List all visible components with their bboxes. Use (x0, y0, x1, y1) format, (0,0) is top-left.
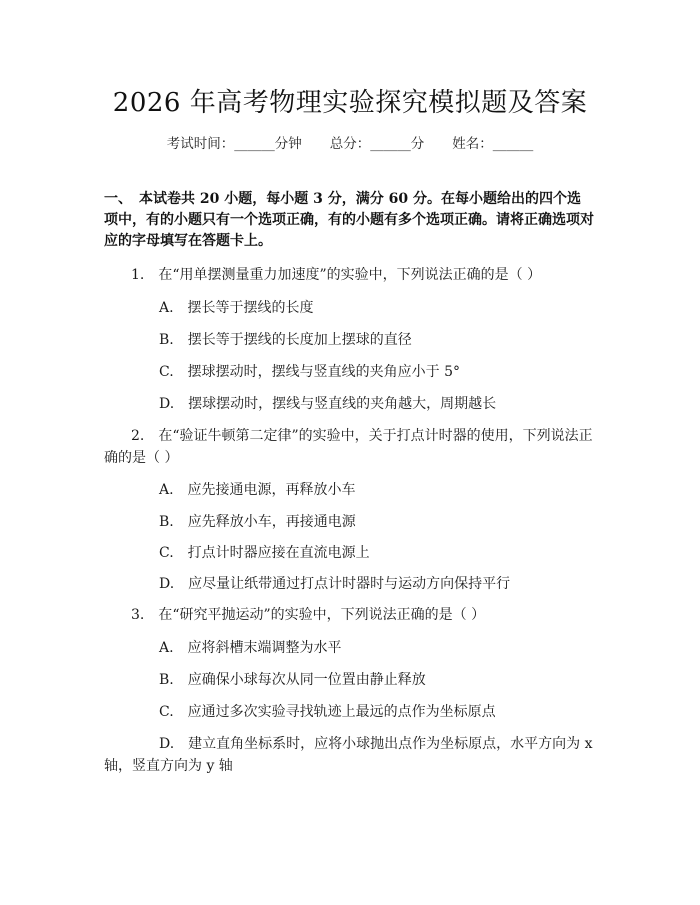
total-score-field: 总分：______分 (329, 136, 425, 152)
question-1-option-b: B. 摆长等于摆线的长度加上摆球的直径 (159, 332, 412, 348)
question-1-option-c: C. 摆球摆动时，摆线与竖直线的夹角应小于 5° (159, 364, 461, 380)
question-2-option-d: D. 应尽量让纸带通过打点计时器时与运动方向保持平行 (159, 576, 511, 592)
question-3-option-d: D. 建立直角坐标系时，应将小球抛出点作为坐标原点，水平方向为 x (159, 736, 593, 752)
question-3-option-c: C. 应通过多次实验寻找轨迹上最远的点作为坐标原点 (159, 704, 496, 720)
exam-time-field: 考试时间：______分钟 (166, 136, 302, 152)
question-2-option-c: C. 打点计时器应接在直流电源上 (159, 545, 370, 561)
student-name-field: 姓名：______ (452, 136, 534, 152)
question-3-stem: 3. 在“研究平抛运动”的实验中，下列说法正确的是（ ） (131, 607, 486, 623)
question-1-option-d: D. 摆球摆动时，摆线与竖直线的夹角越大，周期越长 (159, 396, 497, 412)
question-3-option-d-continued: 轴，竖直方向为 y 轴 (104, 758, 233, 774)
question-1-stem: 1. 在“用单摆测量重力加速度”的实验中，下列说法正确的是（ ） (131, 267, 542, 283)
question-2-stem: 2. 在“验证牛顿第二定律”的实验中，关于打点计时器的使用，下列说法正 (131, 428, 593, 444)
question-2-option-a: A. 应先接通电源，再释放小车 (159, 482, 356, 498)
question-2-stem-continued: 确的是（ ） (104, 450, 179, 466)
question-1-option-a: A. 摆长等于摆线的长度 (159, 300, 314, 316)
page-title: 2026 年高考物理实验探究模拟题及答案 (112, 88, 588, 118)
question-3-option-a: A. 应将斜槽末端调整为水平 (159, 640, 342, 656)
exam-meta (0, 132, 700, 152)
question-3-option-b: B. 应确保小球每次从同一位置由静止释放 (159, 672, 426, 688)
section-instructions: 一、 本试卷共 20 小题，每小题 3 分，满分 60 分。在每小题给出的四个选项中，有的小题只有一个选项正确，有的小题有多个选项正确。请将正确选项对应的字母填写在答题卡上。 (104, 191, 594, 249)
question-2-option-b: B. 应先释放小车，再接通电源 (159, 514, 356, 530)
